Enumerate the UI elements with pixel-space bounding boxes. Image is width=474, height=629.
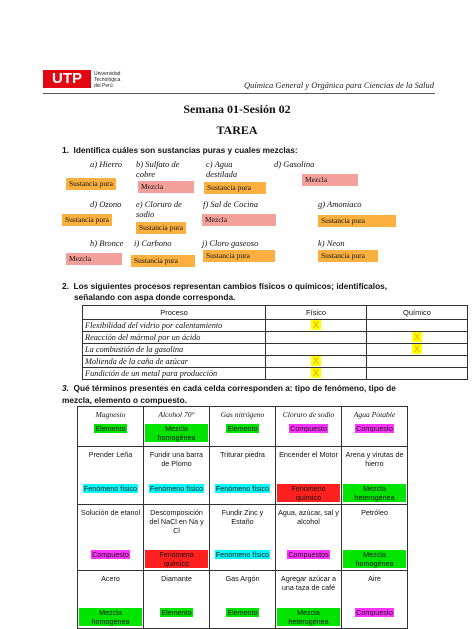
q2-process: La combustión de la gasolina (83, 344, 266, 356)
q1-answer-i: Sustancia pura (131, 255, 195, 267)
q2-col-quimico: Químico (367, 306, 468, 320)
q2-process: Reacción del mármol por un ácido (83, 332, 266, 344)
table-row (78, 505, 408, 571)
q3-answer: Elemento (95, 424, 126, 433)
x-mark: X (413, 344, 420, 354)
q2-fisico[interactable] (266, 368, 367, 380)
logo-letters: UTP (43, 70, 91, 88)
q2-process: Flexibilidad del vidrio por calentamiento (83, 320, 266, 332)
q2-quimico[interactable] (367, 356, 468, 368)
q2-quimico[interactable] (367, 320, 468, 332)
table-row (78, 447, 408, 505)
q1-answer-g: Sustancia pura (318, 215, 396, 227)
q3-term: Agregar azúcar a una taza de café (280, 574, 337, 592)
q1-label-d1: d) Gasolina (274, 159, 315, 169)
q2-heading: 2. Los siguientes procesos representan cambios físicos o químicos; identifícalos, señalando con aspa donde corresponda. (62, 281, 388, 302)
q3-term: Aire (368, 574, 381, 583)
q3-cell (78, 505, 144, 571)
q3-cell (144, 505, 210, 571)
q3-term: Arena y virutas de hierro (345, 450, 404, 468)
q2-quimico[interactable] (367, 344, 468, 356)
q3-answer: Mezcla homogénea (79, 608, 142, 626)
q3-term: Alcohol 70° (158, 410, 195, 419)
q3-term: Agua Potable (353, 410, 396, 419)
q1-label-a: a) Hierro (90, 159, 123, 169)
q1-answer-c: Sustancia pura (204, 182, 266, 194)
q3-term: Cloruro de sodio (282, 410, 335, 419)
q3-cell (78, 447, 144, 505)
q1-answer-d1: Mezcla (302, 174, 358, 186)
q3-answer: Fenómeno físico (215, 484, 270, 493)
q1-answer-b: Mezcla (138, 181, 194, 193)
q1-label-d2: d) Ozono (90, 199, 122, 209)
q3-answer: Compuestos (288, 550, 329, 559)
q3-cell (210, 505, 276, 571)
q1-label-j: j) Cloro gaseoso (202, 238, 259, 248)
q3-answer: Compuesto (92, 550, 129, 559)
utp-logo (43, 68, 123, 92)
q3-term: Descomposición del NaCl en Na y Cl (149, 508, 204, 535)
q1-label-k: k) Neon (318, 238, 345, 248)
x-mark: X (312, 356, 319, 366)
q1-answer-e: Sustancia pura (136, 222, 186, 234)
q3-answer: Mezcla heterogénea (343, 484, 406, 502)
q1-label-i: i) Carbono (134, 238, 172, 248)
q3-answer: Mezcla homogénea (343, 550, 406, 568)
q2-process: Fundición de un metal para producción (83, 368, 266, 380)
page-title: Semana 01-Sesión 02 (183, 102, 291, 116)
q3-cell (144, 571, 210, 629)
q3-term: Prender Leña (88, 450, 133, 459)
q2-quimico[interactable] (367, 332, 468, 344)
q3-term: Triturar piedra (220, 450, 265, 459)
q3-answer: Compuesto (356, 424, 393, 433)
q2-col-fisico: Físico (266, 306, 367, 320)
q3-cell (342, 447, 408, 505)
q3-answer: Mezcla homogénea (145, 424, 208, 442)
q3-cell (276, 505, 342, 571)
q3-term: Petróleo (361, 508, 388, 517)
q3-term: Solución de etanol (80, 508, 141, 517)
header-divider (43, 93, 435, 94)
q2-fisico[interactable] (266, 356, 367, 368)
q3-answer: Compuesto (356, 608, 393, 617)
x-mark: X (413, 332, 420, 342)
q1-answer-d2: Sustancia pura (62, 214, 112, 226)
q1-label-g: g) Amoniaco (318, 199, 362, 209)
q3-cell (144, 407, 210, 447)
q1-label-h: h) Bronce (90, 238, 124, 248)
q1-answer-k: Sustancia pura (318, 250, 378, 262)
q3-answer: Elemento (227, 608, 258, 617)
q1-label-b: b) Sulfato de cobre (136, 159, 180, 179)
q2-table (82, 305, 468, 380)
q3-term: Acero (101, 574, 120, 583)
q1-label-c: c) Agua destilada (206, 159, 238, 179)
table-row (83, 356, 468, 368)
q3-answer: Fenómeno físico (83, 484, 138, 493)
x-mark: X (312, 368, 319, 378)
table-row (78, 571, 408, 629)
q3-term: Gas nitrógeno (220, 410, 265, 419)
q1-heading: 1. Identifica cuáles son sustancias puras y cuales mezclas: (62, 145, 298, 155)
q1-answer-f: Mezcla (202, 214, 276, 226)
q3-term: Fundir una barra de Plomo (149, 450, 204, 468)
q3-term: Magnesio (95, 410, 126, 419)
q3-answer: Elemento (227, 424, 258, 433)
q1-answer-j: Sustancia pura (203, 250, 275, 262)
q3-answer: Fenómeno físico (215, 550, 270, 559)
q3-cell (342, 505, 408, 571)
q3-cell (342, 571, 408, 629)
q3-cell (78, 571, 144, 629)
q3-term: Gas Argón (225, 574, 260, 583)
table-row (83, 320, 468, 332)
table-row (78, 407, 408, 447)
q3-cell (276, 447, 342, 505)
q2-header-row (83, 306, 468, 320)
table-row (83, 344, 468, 356)
table-row (83, 332, 468, 344)
q3-cell (78, 407, 144, 447)
q3-cell (210, 447, 276, 505)
q3-cell (210, 407, 276, 447)
q3-cell (342, 407, 408, 447)
q3-cell (276, 407, 342, 447)
q3-answer: Fenómeno físico (149, 484, 204, 493)
q1-label-f: f) Sal de Cocina (203, 199, 259, 209)
course-name: Química General y Orgánica para Ciencias de la Salud (244, 80, 434, 90)
x-mark: X (312, 320, 319, 330)
q2-col-process: Proceso (83, 306, 266, 320)
q3-term: Fundir Zinc y Estaño (221, 508, 264, 526)
q2-fisico[interactable] (266, 320, 367, 332)
q3-answer: Fenómeno químico (277, 484, 340, 502)
q2-process: Molienda de la caña de azúcar (83, 356, 266, 368)
q3-answer: Compuesto (290, 424, 327, 433)
q3-term: Diamante (161, 574, 192, 583)
page-subtitle: TAREA (216, 123, 258, 137)
q2-quimico[interactable] (367, 368, 468, 380)
q3-term: Encender el Motor (279, 450, 338, 459)
logo-text: Universidad Tecnológica del Perú (94, 71, 121, 89)
q1-answer-h: Mezcla (66, 253, 122, 265)
q2-fisico[interactable] (266, 332, 367, 344)
q3-answer: Mezcla heterogénea (277, 608, 340, 626)
q3-answer: Elemento (161, 608, 192, 617)
q2-fisico[interactable] (266, 344, 367, 356)
q3-term: Agua, azúcar, sal y alcohol (278, 508, 339, 526)
q3-cell (276, 571, 342, 629)
q3-cell (210, 571, 276, 629)
q3-answer: Fenómeno químico (145, 550, 208, 568)
q1-label-e: e) Cloruro de sodio (136, 199, 182, 219)
q3-cell (144, 447, 210, 505)
q3-table (77, 406, 408, 629)
q1-answer-a: Sustancia pura (66, 178, 116, 190)
table-row (83, 368, 468, 380)
q3-heading: 3. Qué términos presentes en cada celda corresponden a: tipo de fenómeno, tipo de mezcla, elemento o compuesto. (62, 383, 396, 405)
